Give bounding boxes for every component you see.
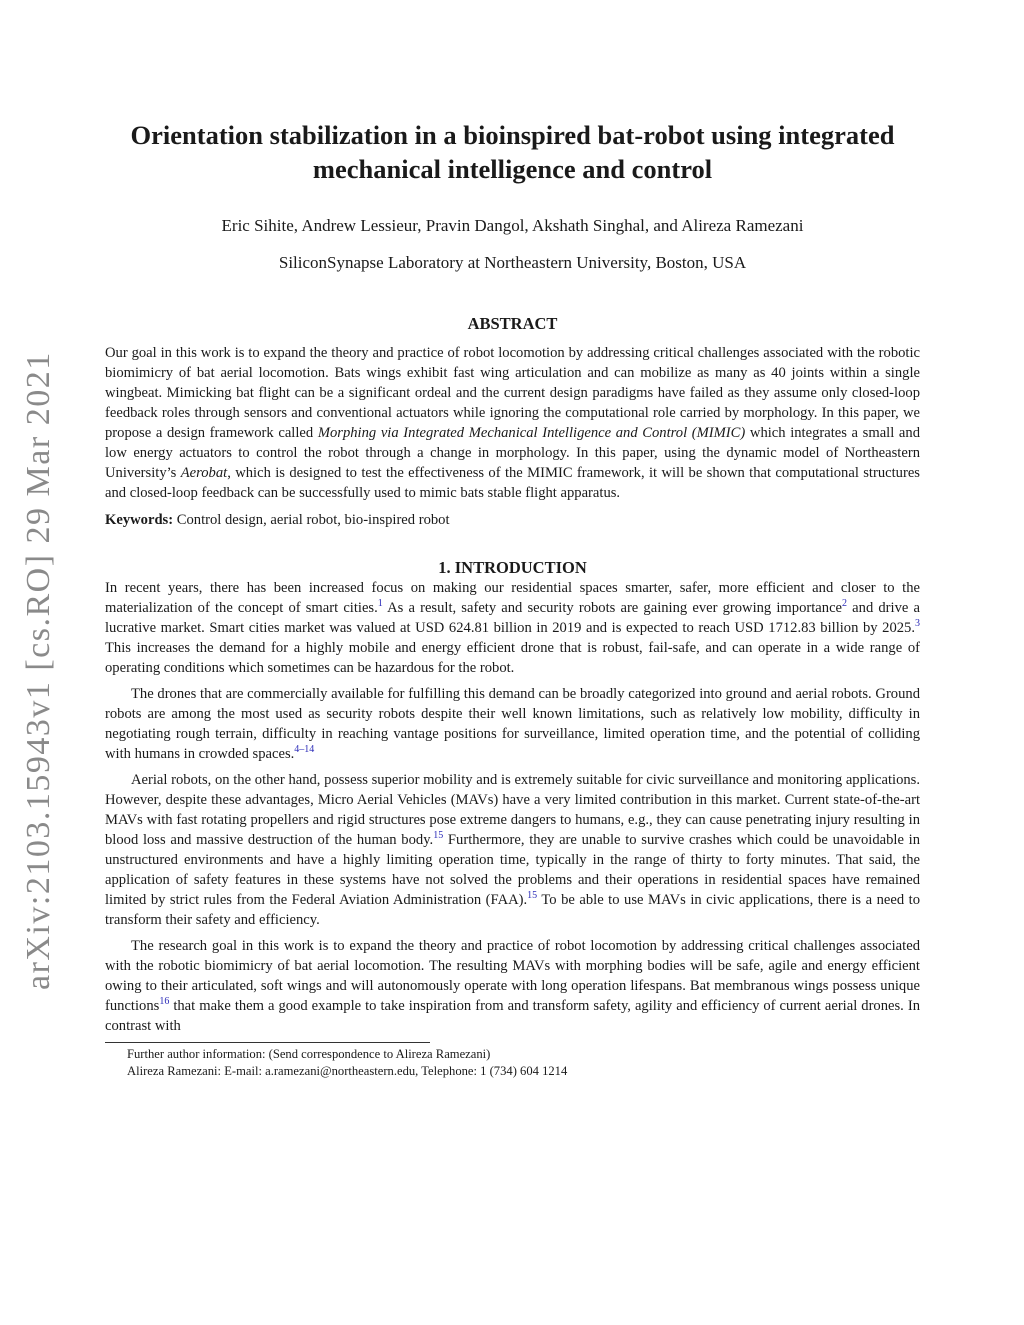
intro-paragraph-4 (105, 936, 920, 1036)
keywords (105, 512, 920, 529)
citation-link[interactable]: 15 (527, 890, 538, 902)
paper-page (105, 118, 920, 1080)
paragraph-text: that make them a good example to take inspiration from and transform safety, agility and efficiency of current aerial drones. In contrast with (105, 998, 920, 1034)
citation-link[interactable]: 3 (915, 618, 920, 630)
keywords-text: Control design, aerial robot, bio-inspired robot (173, 512, 450, 528)
paragraph-text: Aerial robots, on the other hand, possess superior mobility and is extremely suitable for civic surveillance and monitoring applications. However, despite these advantages, Micro Aerial Vehicles (MAVs) have a very limited contribution in this market. Current state-of-the-art MAVs with fast rotating propellers and rigid structures pose extreme dangers to humans, e.g., they can cause penetrating injury resulting in blood loss and massive destruction of the human body. (105, 772, 920, 848)
abstract-text (105, 343, 920, 503)
citation-link[interactable]: 15 (433, 830, 444, 842)
paragraph-text: As a result, safety and security robots are gaining ever growing importance (382, 600, 843, 616)
author-list: Eric Sihite, Andrew Lessieur, Pravin Dangol, Akshath Singhal, and Alireza Ramezani (221, 216, 804, 235)
abstract-emphasis: Aerobat (180, 465, 228, 481)
paragraph-text: To be able to use MAVs in civic applications, there is a need to transform their safety and efficiency. (105, 892, 920, 928)
paper-title: Orientation stabilization in a bioinspired bat-robot using integrated mechanical intelligence and control (130, 120, 895, 184)
citation-link[interactable]: 16 (159, 996, 170, 1008)
intro-paragraph-2 (105, 684, 920, 764)
introduction-heading: 1. INTRODUCTION (438, 558, 587, 577)
abstract-text-part: , which is designed to test the effectiveness of the MIMIC framework, it will be shown that computational structures and closed-loop feedback can be successfully used to mimic bats stable flight apparatus. (105, 465, 920, 501)
keywords-label: Keywords: (105, 512, 174, 528)
intro-paragraph-3 (105, 770, 920, 930)
abstract-text-part: Our goal in this work is to expand the theory and practice of robot locomotion by addressing critical challenges associated with the robotic biomimicry of bat aerial locomotion. Bats wings exhibit fast wing articulation and can mobilize as many as 40 joints within a single wingbeat. Mimicking bat flight can be a significant ordeal and the current design paradigms have failed as they assume only closed-loop feedback roles through sensors and conventional actuators while ignoring the computational role carried by morphology. In this paper, we propose a design framework called (105, 345, 920, 441)
paragraph-text: and drive a lucrative market. Smart cities market was valued at USD 624.81 billion in 2019 and is expected to reach USD 1712.83 billion by 2025. (105, 600, 920, 636)
footnote-divider (105, 1042, 430, 1043)
abstract-text-part: which integrates a small and low energy actuators to control the robot through a change in morphology. In this paper, using the dynamic model of Northeastern University’s (105, 425, 920, 481)
intro-paragraph-1 (105, 578, 920, 678)
arxiv-identifier-stamp: arXiv:2103.15943v1 [cs.RO] 29 Mar 2021 (20, 351, 57, 990)
citation-link[interactable]: 2 (842, 598, 848, 610)
paragraph-text: The research goal in this work is to expand the theory and practice of robot locomotion by addressing critical challenges associated with the robotic biomimicry of bat aerial locomotion. The resulting MAVs with morphing bodies will be safe, agile and energy efficient owing to their articulated, soft wings and will autonomously operate with long operation lifespans. Bat membranous wings possess unique functions (105, 938, 920, 1014)
abstract-emphasis: Morphing via Integrated Mechanical Intelligence and Control (MIMIC) (317, 425, 746, 441)
footnote-contact: Alireza Ramezani: E-mail: a.ramezani@northeastern.edu, Telephone: 1 (734) 604 1214 (127, 1064, 568, 1078)
affiliation: SiliconSynapse Laboratory at Northeastern University, Boston, USA (278, 253, 747, 272)
citation-link[interactable]: 4–14 (294, 744, 315, 756)
paragraph-text: Furthermore, they are unable to survive crashes which could be unavoidable in unstructured environments and have a highly limiting operation time, typically in the range of thirty to forty minutes. That said, the application of safety features in these systems have not solved the problems and their operations in residential spaces have remained limited by strict rules from the Federal Aviation Administration (FAA). (105, 832, 921, 908)
paragraph-text: In recent years, there has been increased focus on making our residential spaces smarter, safer, more efficient and closer to the materialization of the concept of smart cities. (105, 580, 920, 616)
paragraph-text: This increases the demand for a highly mobile and energy efficient drone that is robust, fail-safe, and can operate in a wide range of operating conditions which sometimes can be hazardous for the robot. (105, 640, 920, 676)
abstract-heading: ABSTRACT (467, 314, 558, 333)
citation-link[interactable]: 1 (377, 598, 383, 610)
footnote-author-info: Further author information: (Send correspondence to Alireza Ramezani) (127, 1047, 491, 1061)
paragraph-text: The drones that are commercially available for fulfilling this demand can be broadly categorized into ground and aerial robots. Ground robots are among the most used as security robots despite their well known limitations, such as relatively low mobility, difficulty in negotiating rough terrain, difficulty in reaching vantage positions for surveillance, limited operation time, and the potential of colliding with humans in crowded spaces. (105, 686, 920, 762)
